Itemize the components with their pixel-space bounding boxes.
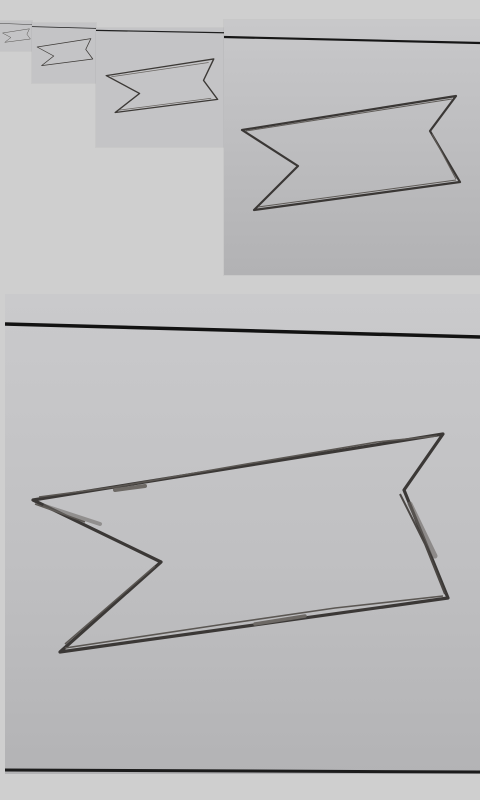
banner-sketch-image: [96, 28, 224, 147]
photo-thumbnail-1[interactable]: [0, 21, 32, 51]
photo-thumbnail-4[interactable]: [224, 20, 480, 275]
banner-sketch-image: [0, 21, 32, 51]
selected-photo[interactable]: [5, 294, 480, 774]
banner-sketch-image: [5, 294, 480, 774]
banner-sketch-image: [224, 20, 480, 275]
photo-thumbnail-2[interactable]: [32, 23, 96, 83]
photo-thumbnail-3[interactable]: [96, 28, 224, 147]
banner-sketch-image: [32, 23, 96, 83]
